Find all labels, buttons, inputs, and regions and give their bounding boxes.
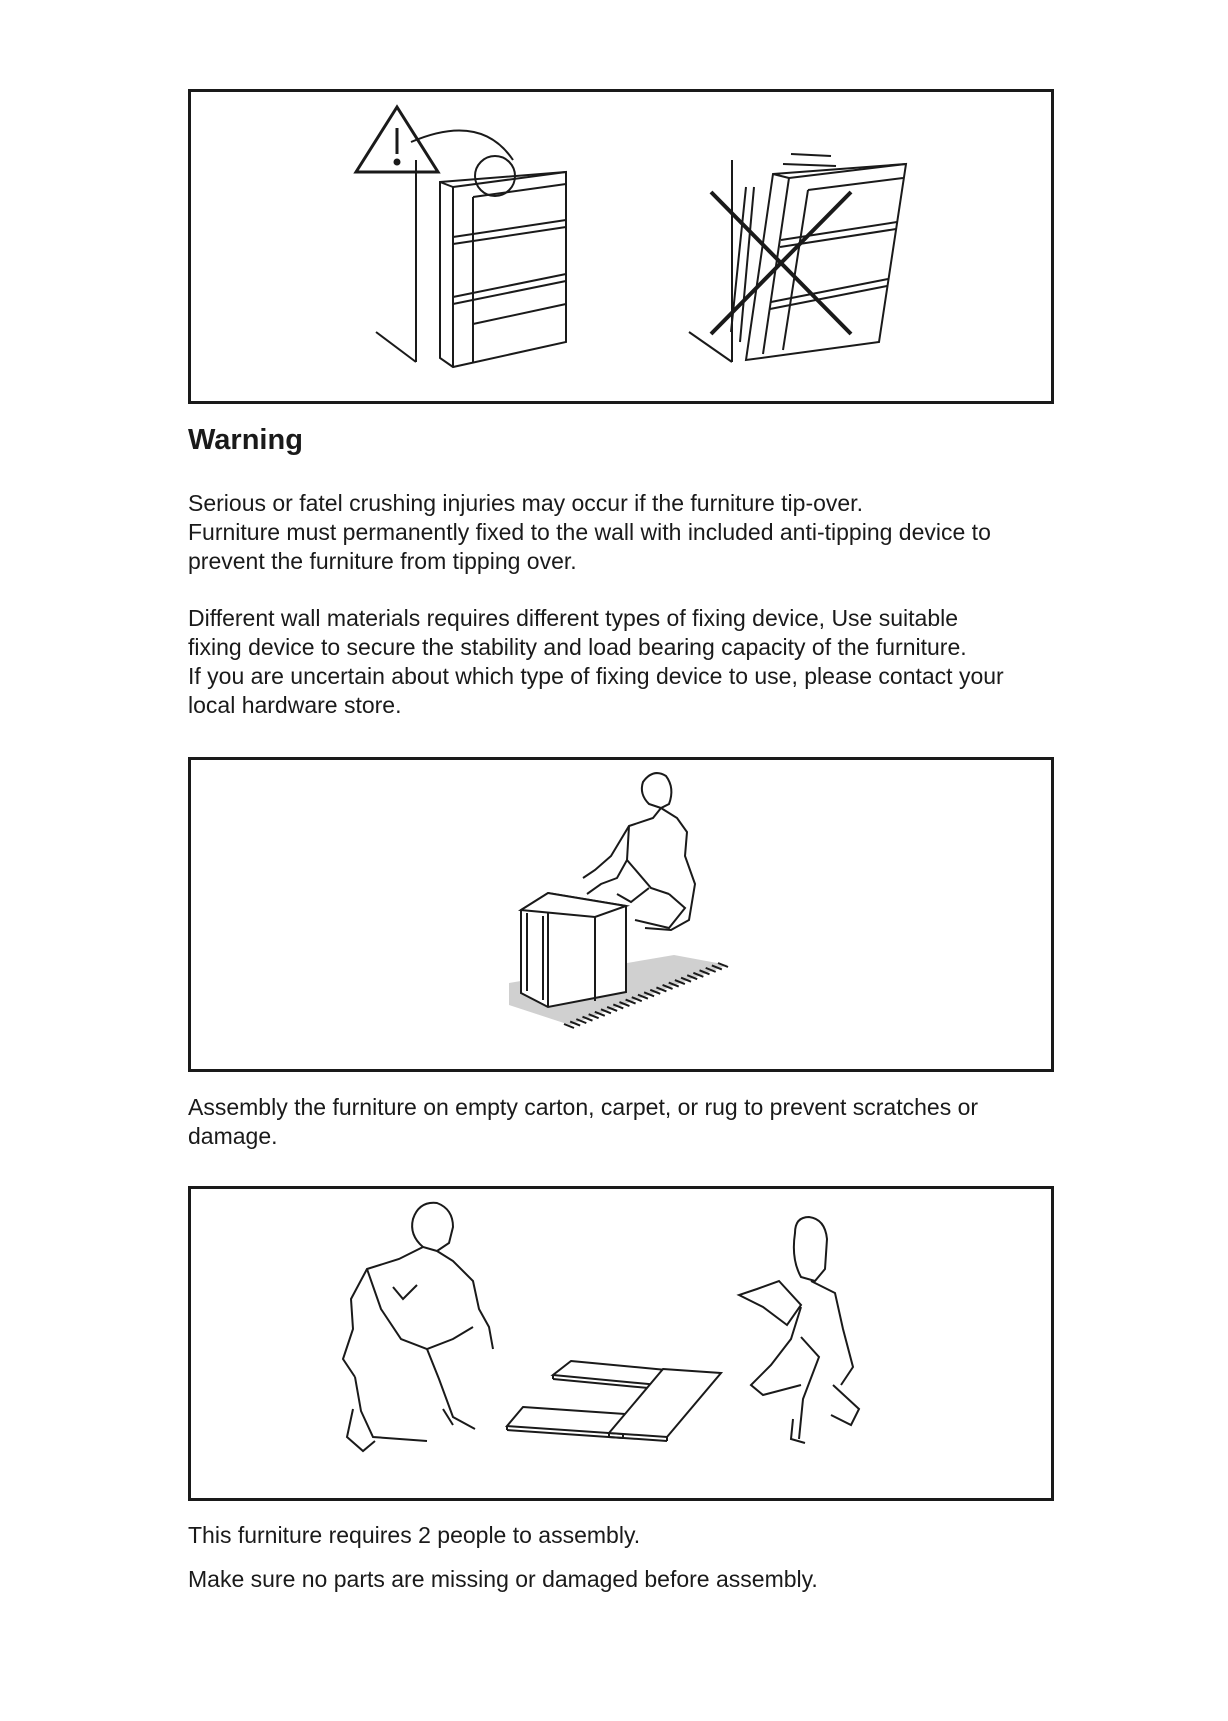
text-line: prevent the furniture from tipping over. [188, 548, 577, 574]
text-line: Assembly the furniture on empty carton, carpet, or rug to prevent scratches or [188, 1094, 979, 1120]
text-line: fixing device to secure the stability and load bearing capacity of the furniture. [188, 634, 967, 660]
crouching-man [343, 1203, 493, 1451]
people-required-text: This furniture requires 2 people to assembly. [188, 1522, 641, 1548]
two-people-drawing [191, 1189, 1051, 1498]
text-line: damage. [188, 1123, 278, 1149]
sitting-woman [739, 1217, 859, 1443]
warning-paragraph-2 [188, 604, 1068, 720]
warning-paragraph-1 [188, 489, 1068, 576]
text-line: Furniture must permanently fixed to the wall with included anti-tipping device to [188, 519, 991, 545]
warning-triangle-icon [356, 107, 438, 172]
text-line: local hardware store. [188, 692, 402, 718]
carpet-drawing [191, 760, 1051, 1069]
carpet-illustration [188, 757, 1054, 1072]
panels-on-floor [507, 1361, 721, 1441]
anti-tip-illustration [188, 89, 1054, 404]
two-people-illustration [188, 1186, 1054, 1501]
box-frame [521, 893, 626, 1007]
carpet-paragraph [188, 1093, 1068, 1151]
text-line: Serious or fatel crushing injuries may occur if the furniture tip-over. [188, 490, 863, 516]
anti-tip-drawing [191, 92, 1051, 401]
check-parts-text: Make sure no parts are missing or damaged before assembly. [188, 1566, 818, 1592]
warning-heading: Warning [188, 424, 303, 456]
text-line: If you are uncertain about which type of fixing device to use, please contact your [188, 663, 1004, 689]
tipping-shelf [689, 154, 906, 362]
correct-shelf [376, 160, 566, 367]
text-line: Different wall materials requires different types of fixing device, Use suitable [188, 605, 959, 631]
